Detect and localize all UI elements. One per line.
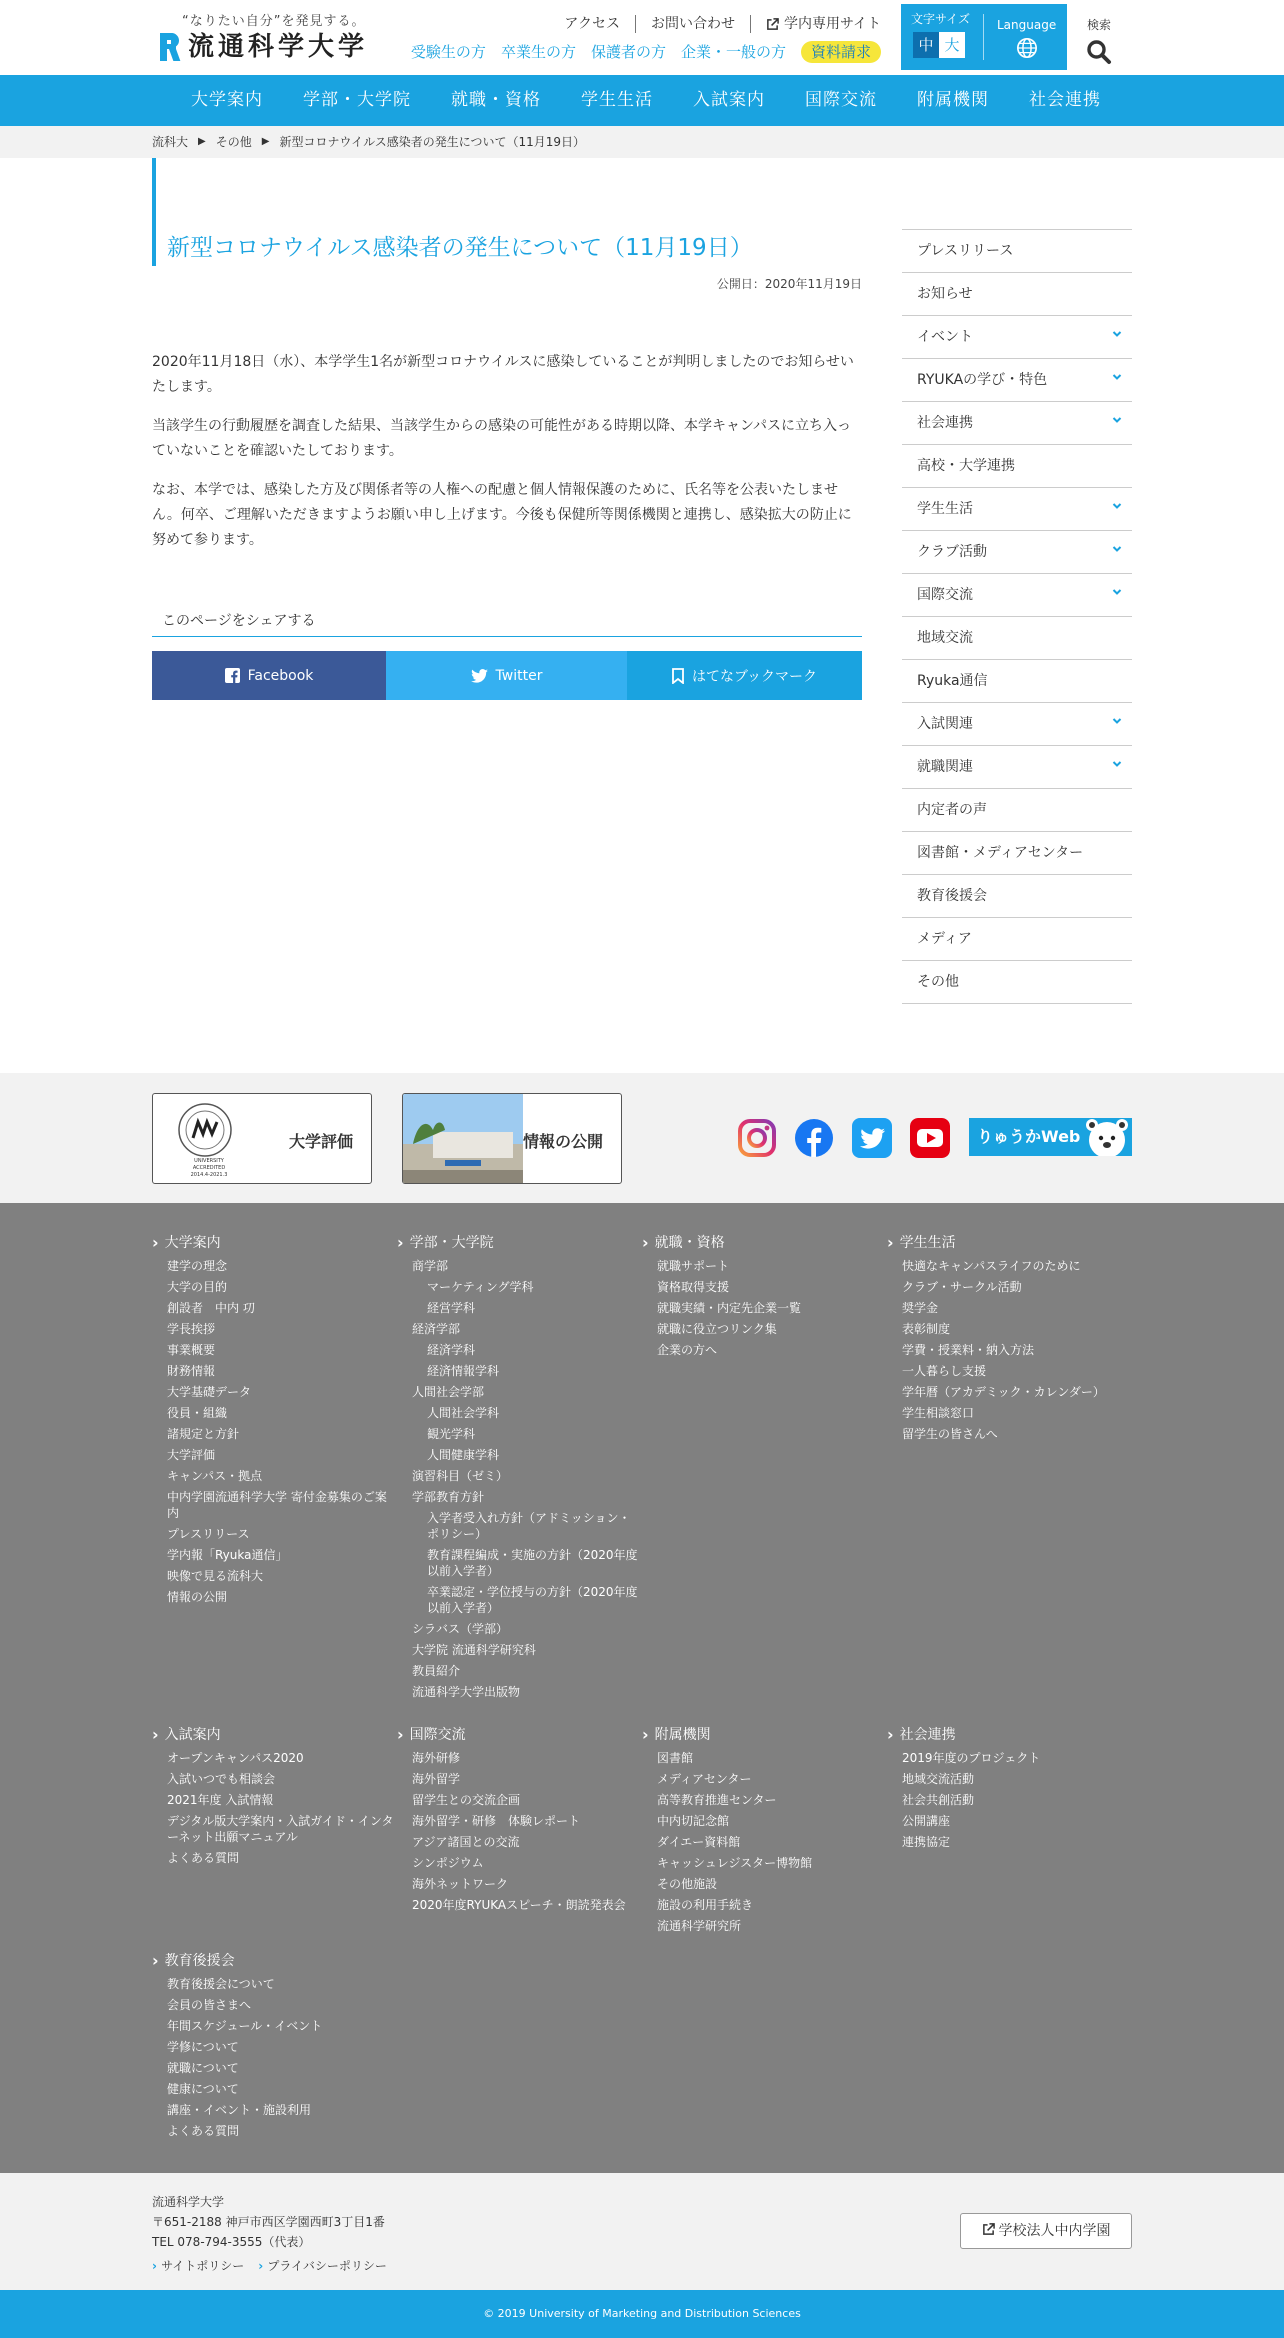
external-link-icon <box>982 2223 995 2236</box>
logo-mark-icon <box>160 33 182 61</box>
sidebar-item-label: 入試関連 <box>917 716 973 732</box>
privacy-policy-link[interactable]: › プライバシーポリシー <box>258 2257 387 2274</box>
footer-university-name: 流通科学大学 <box>152 2195 225 2209</box>
gnav-about[interactable]: 大学案内 <box>191 90 263 110</box>
footer-link[interactable]: 建学の理念 <box>167 1258 228 1273</box>
sidebar-item[interactable] <box>902 617 1132 660</box>
site-logo[interactable] <box>160 14 368 62</box>
breadcrumb-home[interactable]: 流科大 <box>152 135 189 149</box>
font-size-label: 文字サイズ <box>911 12 971 26</box>
globe-icon[interactable] <box>1016 37 1038 59</box>
footer-link[interactable]: 人間社会学部 <box>412 1384 485 1399</box>
logo-tagline: “なりたい自分”を発見する。 <box>182 14 366 29</box>
footer-link[interactable]: 映像で見る流科大 <box>167 1568 264 1583</box>
audience-links <box>396 41 881 63</box>
footer-column-title[interactable]: › 国際交流 <box>397 1725 642 1745</box>
sidebar-item-label: 地域交流 <box>917 630 973 646</box>
ryuka-web-banner[interactable] <box>969 1118 1132 1156</box>
audience-link-applicants[interactable]: 受験生の方 <box>410 43 486 61</box>
sidebar-item[interactable] <box>902 359 1132 402</box>
footer-column-title[interactable]: › 学生生活 <box>887 1233 1132 1253</box>
footer-link[interactable]: 人間健康学科 <box>427 1447 500 1462</box>
evaluation-banner-label: 大学評価 <box>288 1132 353 1151</box>
evaluation-banner[interactable] <box>152 1093 372 1184</box>
title-accent-bar <box>152 158 156 266</box>
sidebar-item[interactable] <box>902 832 1132 875</box>
footer-column <box>152 1233 397 1607</box>
facebook-icon[interactable] <box>794 1118 834 1158</box>
sidebar-item[interactable] <box>902 703 1132 746</box>
sidebar-item-label: 教育後援会 <box>917 888 987 904</box>
footer-link[interactable]: マーケティング学科 <box>427 1279 534 1294</box>
gnav-admissions[interactable]: 入試案内 <box>693 90 765 110</box>
footer-link[interactable]: 2021年度 入試情報 <box>167 1792 274 1807</box>
chevron-right-icon: ▶ <box>198 136 206 147</box>
sidebar-item-label: イベント <box>917 329 973 345</box>
footer-column-title[interactable]: › 大学案内 <box>152 1233 397 1253</box>
campus-photo <box>403 1094 523 1184</box>
corporation-label: 学校法人中内学園 <box>998 2223 1111 2239</box>
accreditation-caption: UNIVERSITY ACCREDITED 2014.4-2021.3 <box>190 1158 228 1178</box>
banner-strip <box>0 1073 1284 1203</box>
footer-link[interactable]: 商学部 <box>412 1258 449 1273</box>
footer-link[interactable]: 資格取得支援 <box>657 1279 730 1294</box>
instagram-icon[interactable] <box>737 1118 777 1158</box>
footer-link[interactable]: キャンパス・拠点 <box>167 1468 263 1483</box>
footer-column-title[interactable]: › 入試案内 <box>152 1725 397 1745</box>
sidebar-item[interactable] <box>902 316 1132 359</box>
footer-link[interactable]: 教員紹介 <box>412 1663 461 1678</box>
internal-site-label: 学内専用サイト <box>783 16 881 32</box>
utility-links <box>549 15 881 33</box>
footer-link[interactable]: 財務情報 <box>167 1363 216 1378</box>
footer-column-title[interactable]: › 社会連携 <box>887 1725 1132 1745</box>
footer-link[interactable]: 図書館 <box>657 1750 694 1765</box>
twitter-icon[interactable] <box>852 1118 892 1158</box>
sidebar-item[interactable] <box>902 230 1132 273</box>
search-button[interactable] <box>1086 16 1112 65</box>
sidebar-item-label: 学生生活 <box>917 501 973 517</box>
footer-address: 〒651-2188 神戸市西区学園西町3丁目1番 <box>152 2215 385 2229</box>
footer-link[interactable]: 流通科学研究所 <box>657 1918 742 1933</box>
footer-link[interactable]: 健康について <box>167 2081 239 2096</box>
footer-link[interactable]: 就職サポート <box>657 1258 730 1273</box>
footer-link[interactable]: 表彰制度 <box>902 1321 951 1336</box>
request-materials-button[interactable]: 資料請求 <box>801 41 881 63</box>
ryuka-web-label: りゅうかWeb <box>977 1127 1081 1146</box>
footer-link[interactable]: オープンキャンパス2020 <box>167 1750 304 1765</box>
footer-link[interactable]: 情報の公開 <box>167 1589 228 1604</box>
footer-column <box>397 1725 642 1915</box>
disclosure-banner[interactable] <box>402 1093 622 1184</box>
sidebar-item-label: その他 <box>917 974 959 990</box>
footer-link[interactable]: 年間スケジュール・イベント <box>167 2018 323 2033</box>
footer-link[interactable]: 学内報「Ryuka通信」 <box>167 1547 288 1562</box>
footer-link[interactable]: 学部教育方針 <box>412 1489 485 1504</box>
gnav-international[interactable]: 国際交流 <box>805 90 877 110</box>
footer-link[interactable]: 経済情報学科 <box>427 1363 500 1378</box>
sidebar-item[interactable] <box>902 445 1132 488</box>
gnav-faculties[interactable]: 学部・大学院 <box>303 90 411 110</box>
sidebar-item[interactable] <box>902 531 1132 574</box>
footer-link[interactable]: キャッシュレジスター博物館 <box>657 1855 813 1870</box>
footer-link[interactable]: デジタル版大学案内・入試ガイド・インターネット出願マニュアル <box>167 1813 394 1844</box>
sidebar-item[interactable] <box>902 488 1132 531</box>
sidebar-item[interactable] <box>902 875 1132 918</box>
sidebar-item-label: お知らせ <box>917 286 973 302</box>
gnav-careers[interactable]: 就職・資格 <box>451 90 541 110</box>
footer-link[interactable]: 卒業認定・学位授与の方針（2020年度以前入学者） <box>427 1584 638 1615</box>
chevron-down-icon[interactable] <box>1112 372 1122 382</box>
disclosure-banner-label: 情報の公開 <box>522 1132 603 1151</box>
share-label: このページをシェアする <box>152 610 862 637</box>
footer-link[interactable]: 就職実績・内定先企業一覧 <box>657 1300 802 1315</box>
footer-link[interactable]: 就職について <box>167 2060 239 2075</box>
facebook-label: Facebook <box>247 667 314 684</box>
footer-column-title[interactable]: › 教育後援会 <box>152 1951 397 1971</box>
footer-link[interactable]: 連携協定 <box>902 1834 951 1849</box>
footer-link[interactable]: 学修について <box>167 2039 239 2054</box>
footer-link[interactable]: 地域交流活動 <box>902 1771 975 1786</box>
footer-column-title[interactable]: › 学部・大学院 <box>397 1233 642 1253</box>
facebook-share-button[interactable] <box>152 651 386 700</box>
footer-column <box>397 1233 642 1702</box>
footer-link[interactable]: 留学生の皆さんへ <box>902 1426 998 1441</box>
footer-link[interactable]: 留学生との交流企画 <box>412 1792 521 1807</box>
sidebar-item-label: メディア <box>917 931 972 947</box>
footer-link[interactable]: 高等教育推進センター <box>657 1792 777 1807</box>
footer-link[interactable]: シラバス（学部） <box>412 1621 509 1636</box>
internal-site-link[interactable] <box>751 15 881 33</box>
footer-link[interactable]: 講座・イベント・施設利用 <box>167 2102 312 2117</box>
footer-link[interactable]: 学長挨拶 <box>167 1321 216 1336</box>
footer-link[interactable]: ダイエー資料館 <box>657 1834 741 1849</box>
footer-link[interactable]: メディアセンター <box>657 1771 752 1786</box>
footer-link[interactable]: シンポジウム <box>412 1855 484 1870</box>
footer-link[interactable]: 会員の皆さまへ <box>167 1997 252 2012</box>
footer-link[interactable]: よくある質問 <box>167 1850 240 1865</box>
audience-link-parents[interactable]: 保護者の方 <box>590 43 666 61</box>
corporation-link-button[interactable] <box>960 2213 1132 2249</box>
twitter-label: Twitter <box>495 667 543 684</box>
footer-link[interactable]: 創設者 中内 㓛 <box>167 1300 255 1315</box>
footer-link[interactable]: 入学者受入れ方針（アドミッション・ポリシー） <box>427 1510 631 1541</box>
twitter-share-button[interactable] <box>386 651 627 700</box>
external-link-icon <box>766 18 779 31</box>
policy-links <box>152 2257 401 2274</box>
global-nav <box>0 75 1284 126</box>
footer-link[interactable]: その他施設 <box>657 1876 718 1891</box>
search-icon <box>1086 39 1112 65</box>
footer-link[interactable]: 2019年度のプロジェクト <box>902 1750 1041 1765</box>
footer-link[interactable]: 公開講座 <box>902 1813 951 1828</box>
article-paragraph: なお、本学では、感染した方及び関係者等の人権への配慮と個人情報保護のために、氏名等を公表いたしません。何卒、ご理解いただきますようお願い申し上げます。今後も保健所等関係機関と連携し、感染拡大の防止に努めて参ります。 <box>152 482 852 548</box>
footer-link[interactable]: 大学院 流通科学研究科 <box>412 1642 536 1657</box>
breadcrumb <box>0 126 1284 158</box>
footer-column-title[interactable]: › 附属機関 <box>642 1725 887 1745</box>
twitter-icon <box>471 669 488 683</box>
sidebar-item-label: RYUKAの学び・特色 <box>917 372 1048 388</box>
chevron-down-icon[interactable] <box>1112 501 1122 511</box>
footer-link[interactable]: 大学基礎データ <box>167 1384 252 1399</box>
footer-link[interactable]: 企業の方へ <box>657 1342 718 1357</box>
footer-link[interactable]: アジア諸国との交流 <box>412 1834 520 1849</box>
footer-link[interactable]: 演習科目（ゼミ） <box>412 1468 509 1483</box>
chevron-right-icon: ▶ <box>261 136 270 147</box>
youtube-icon[interactable] <box>910 1118 950 1158</box>
facebook-icon <box>225 668 240 683</box>
footer-column <box>152 1725 397 1868</box>
footer-link[interactable]: 大学評価 <box>167 1447 216 1462</box>
footer-link[interactable]: 学生相談窓口 <box>902 1405 975 1420</box>
footer-link[interactable]: 2020年度RYUKAスピーチ・朗読発表会 <box>412 1897 626 1912</box>
footer-link[interactable]: 一人暮らし支援 <box>902 1363 987 1378</box>
footer-link[interactable]: 海外留学 <box>412 1771 461 1786</box>
footer-link[interactable]: よくある質問 <box>167 2123 240 2138</box>
search-label: 検索 <box>1086 18 1111 32</box>
page-title: 新型コロナウイルス感染者の発生について（11月19日） <box>167 235 753 261</box>
sidebar-item[interactable] <box>902 273 1132 316</box>
chevron-down-icon[interactable] <box>1112 544 1122 554</box>
mascot-icon <box>1082 1112 1132 1156</box>
audience-link-alumni[interactable]: 卒業生の方 <box>500 43 576 61</box>
font-size-large-button[interactable]: 大 <box>939 32 965 58</box>
sidebar-item-label: 図書館・メディアセンター <box>917 845 1084 861</box>
sidebar-item[interactable] <box>902 918 1132 961</box>
footer-link[interactable]: 諸規定と方針 <box>167 1426 240 1441</box>
footer-link[interactable]: 中内切記念館 <box>657 1813 730 1828</box>
access-link[interactable]: アクセス <box>549 15 636 33</box>
footer-link[interactable]: 事業概要 <box>167 1342 216 1357</box>
sidebar-item[interactable] <box>902 789 1132 832</box>
footer-link[interactable]: 学年暦（アカデミック・カレンダー） <box>902 1384 1105 1399</box>
sidebar-item-label: 高校・大学連携 <box>917 458 1015 474</box>
footer-link[interactable]: 入試いつでも相談会 <box>167 1771 276 1786</box>
chevron-down-icon[interactable] <box>1112 329 1122 339</box>
footer-column <box>152 1951 397 2141</box>
bookmark-icon <box>672 668 684 684</box>
article-paragraph: 当該学生の行動履歴を調査した結果、当該学生からの感染の可能性がある時期以降、本学キャンパスに立ち入っていないことを確認いたしております。 <box>152 418 852 459</box>
footer-link[interactable]: 中内学園流通科学大学 寄付金募集のご案内 <box>167 1489 387 1520</box>
address-section <box>0 2173 1284 2290</box>
audience-link-business[interactable]: 企業・一般の方 <box>680 43 786 61</box>
footer-link[interactable]: 施設の利用手続き <box>657 1897 754 1912</box>
hatena-bookmark-button[interactable] <box>627 651 862 700</box>
publish-date: 公開日：2020年11月19日 <box>716 277 862 291</box>
footer-link[interactable]: 海外研修 <box>412 1750 461 1765</box>
footer-link[interactable]: 経営学科 <box>427 1300 476 1315</box>
sidebar-item-label: 国際交流 <box>917 587 973 603</box>
chevron-down-icon[interactable] <box>1112 415 1122 425</box>
gnav-affiliated[interactable]: 附属機関 <box>917 90 989 110</box>
footer-link[interactable]: プレスリリース <box>167 1526 250 1541</box>
sidebar-item-label: Ryuka通信 <box>917 673 988 689</box>
footer-column <box>887 1725 1132 1852</box>
footer-link[interactable]: 教育後援会について <box>167 1976 275 1991</box>
category-sidebar <box>902 229 1132 1004</box>
university-name: 流通科学大学 <box>188 32 369 62</box>
footer-link[interactable]: 大学の目的 <box>167 1279 228 1294</box>
footer-link[interactable]: 就職に役立つリンク集 <box>657 1321 777 1336</box>
breadcrumb-current: 新型コロナウイルス感染者の発生について（11月19日） <box>279 135 586 149</box>
gnav-community[interactable]: 社会連携 <box>1029 90 1101 110</box>
copyright: © 2019 University of Marketing and Distribution Sciences <box>0 2290 1284 2338</box>
panel-divider <box>983 14 984 60</box>
footer-link[interactable]: 快適なキャンパスライフのために <box>902 1258 1081 1273</box>
footer-link[interactable]: 流通科学大学出版物 <box>412 1684 521 1699</box>
chevron-down-icon[interactable] <box>1112 587 1122 597</box>
chevron-down-icon[interactable] <box>1112 759 1122 769</box>
article-paragraph: 2020年11月18日（水）、本学学生1名が新型コロナウイルスに感染していることが判明しましたのでお知らせいたします。 <box>152 354 854 395</box>
footer-link[interactable]: 役員・組織 <box>167 1405 228 1420</box>
footer-link[interactable]: 学費・授業料・納入方法 <box>902 1342 1035 1357</box>
footer-link[interactable]: 観光学科 <box>427 1426 476 1441</box>
footer-column-title[interactable]: › 就職・資格 <box>642 1233 887 1253</box>
footer-link[interactable]: 海外ネットワーク <box>412 1876 509 1891</box>
footer-sitemap <box>0 1203 1284 2173</box>
site-header <box>0 0 1284 75</box>
sidebar-item-label: 就職関連 <box>917 759 973 775</box>
sidebar-item[interactable] <box>902 961 1132 1004</box>
sidebar-item[interactable] <box>902 402 1132 445</box>
footer-link[interactable]: 海外留学・研修 体験レポート <box>412 1813 581 1828</box>
footer-link[interactable]: 経済学部 <box>412 1321 461 1336</box>
footer-column <box>887 1233 1132 1444</box>
language-label[interactable]: Language <box>997 18 1057 32</box>
sidebar-item-label: 社会連携 <box>917 415 973 431</box>
article-body <box>152 350 862 567</box>
sidebar-item-label: プレスリリース <box>917 243 1014 259</box>
chevron-down-icon[interactable] <box>1112 716 1122 726</box>
footer-link[interactable]: クラブ・サークル活動 <box>902 1279 1022 1294</box>
sidebar-item[interactable] <box>902 660 1132 703</box>
sidebar-item-label: 内定者の声 <box>917 802 987 818</box>
accreditation-seal-icon <box>175 1100 235 1160</box>
contact-link[interactable]: お問い合わせ <box>636 15 751 33</box>
footer-link[interactable]: 社会共創活動 <box>902 1792 975 1807</box>
hatena-label: はてなブックマーク <box>691 668 818 685</box>
breadcrumb-category[interactable]: その他 <box>215 135 252 149</box>
footer-link[interactable]: 経済学科 <box>427 1342 476 1357</box>
font-size-medium-button[interactable]: 中 <box>913 32 939 58</box>
sidebar-item-label: クラブ活動 <box>917 544 987 560</box>
footer-column <box>642 1233 887 1360</box>
footer-column <box>642 1725 887 1936</box>
gnav-student-life[interactable]: 学生生活 <box>581 90 653 110</box>
sidebar-item[interactable] <box>902 574 1132 617</box>
sidebar-item[interactable] <box>902 746 1132 789</box>
site-policy-link[interactable]: › サイトポリシー <box>152 2257 244 2274</box>
footer-tel: TEL 078-794-3555（代表） <box>152 2235 311 2249</box>
footer-link[interactable]: 教育課程編成・実施の方針（2020年度以前入学者） <box>427 1547 638 1578</box>
footer-link[interactable]: 人間社会学科 <box>427 1405 500 1420</box>
share-section <box>152 610 862 700</box>
font-language-panel <box>901 4 1067 70</box>
footer-link[interactable]: 奨学金 <box>902 1300 939 1315</box>
